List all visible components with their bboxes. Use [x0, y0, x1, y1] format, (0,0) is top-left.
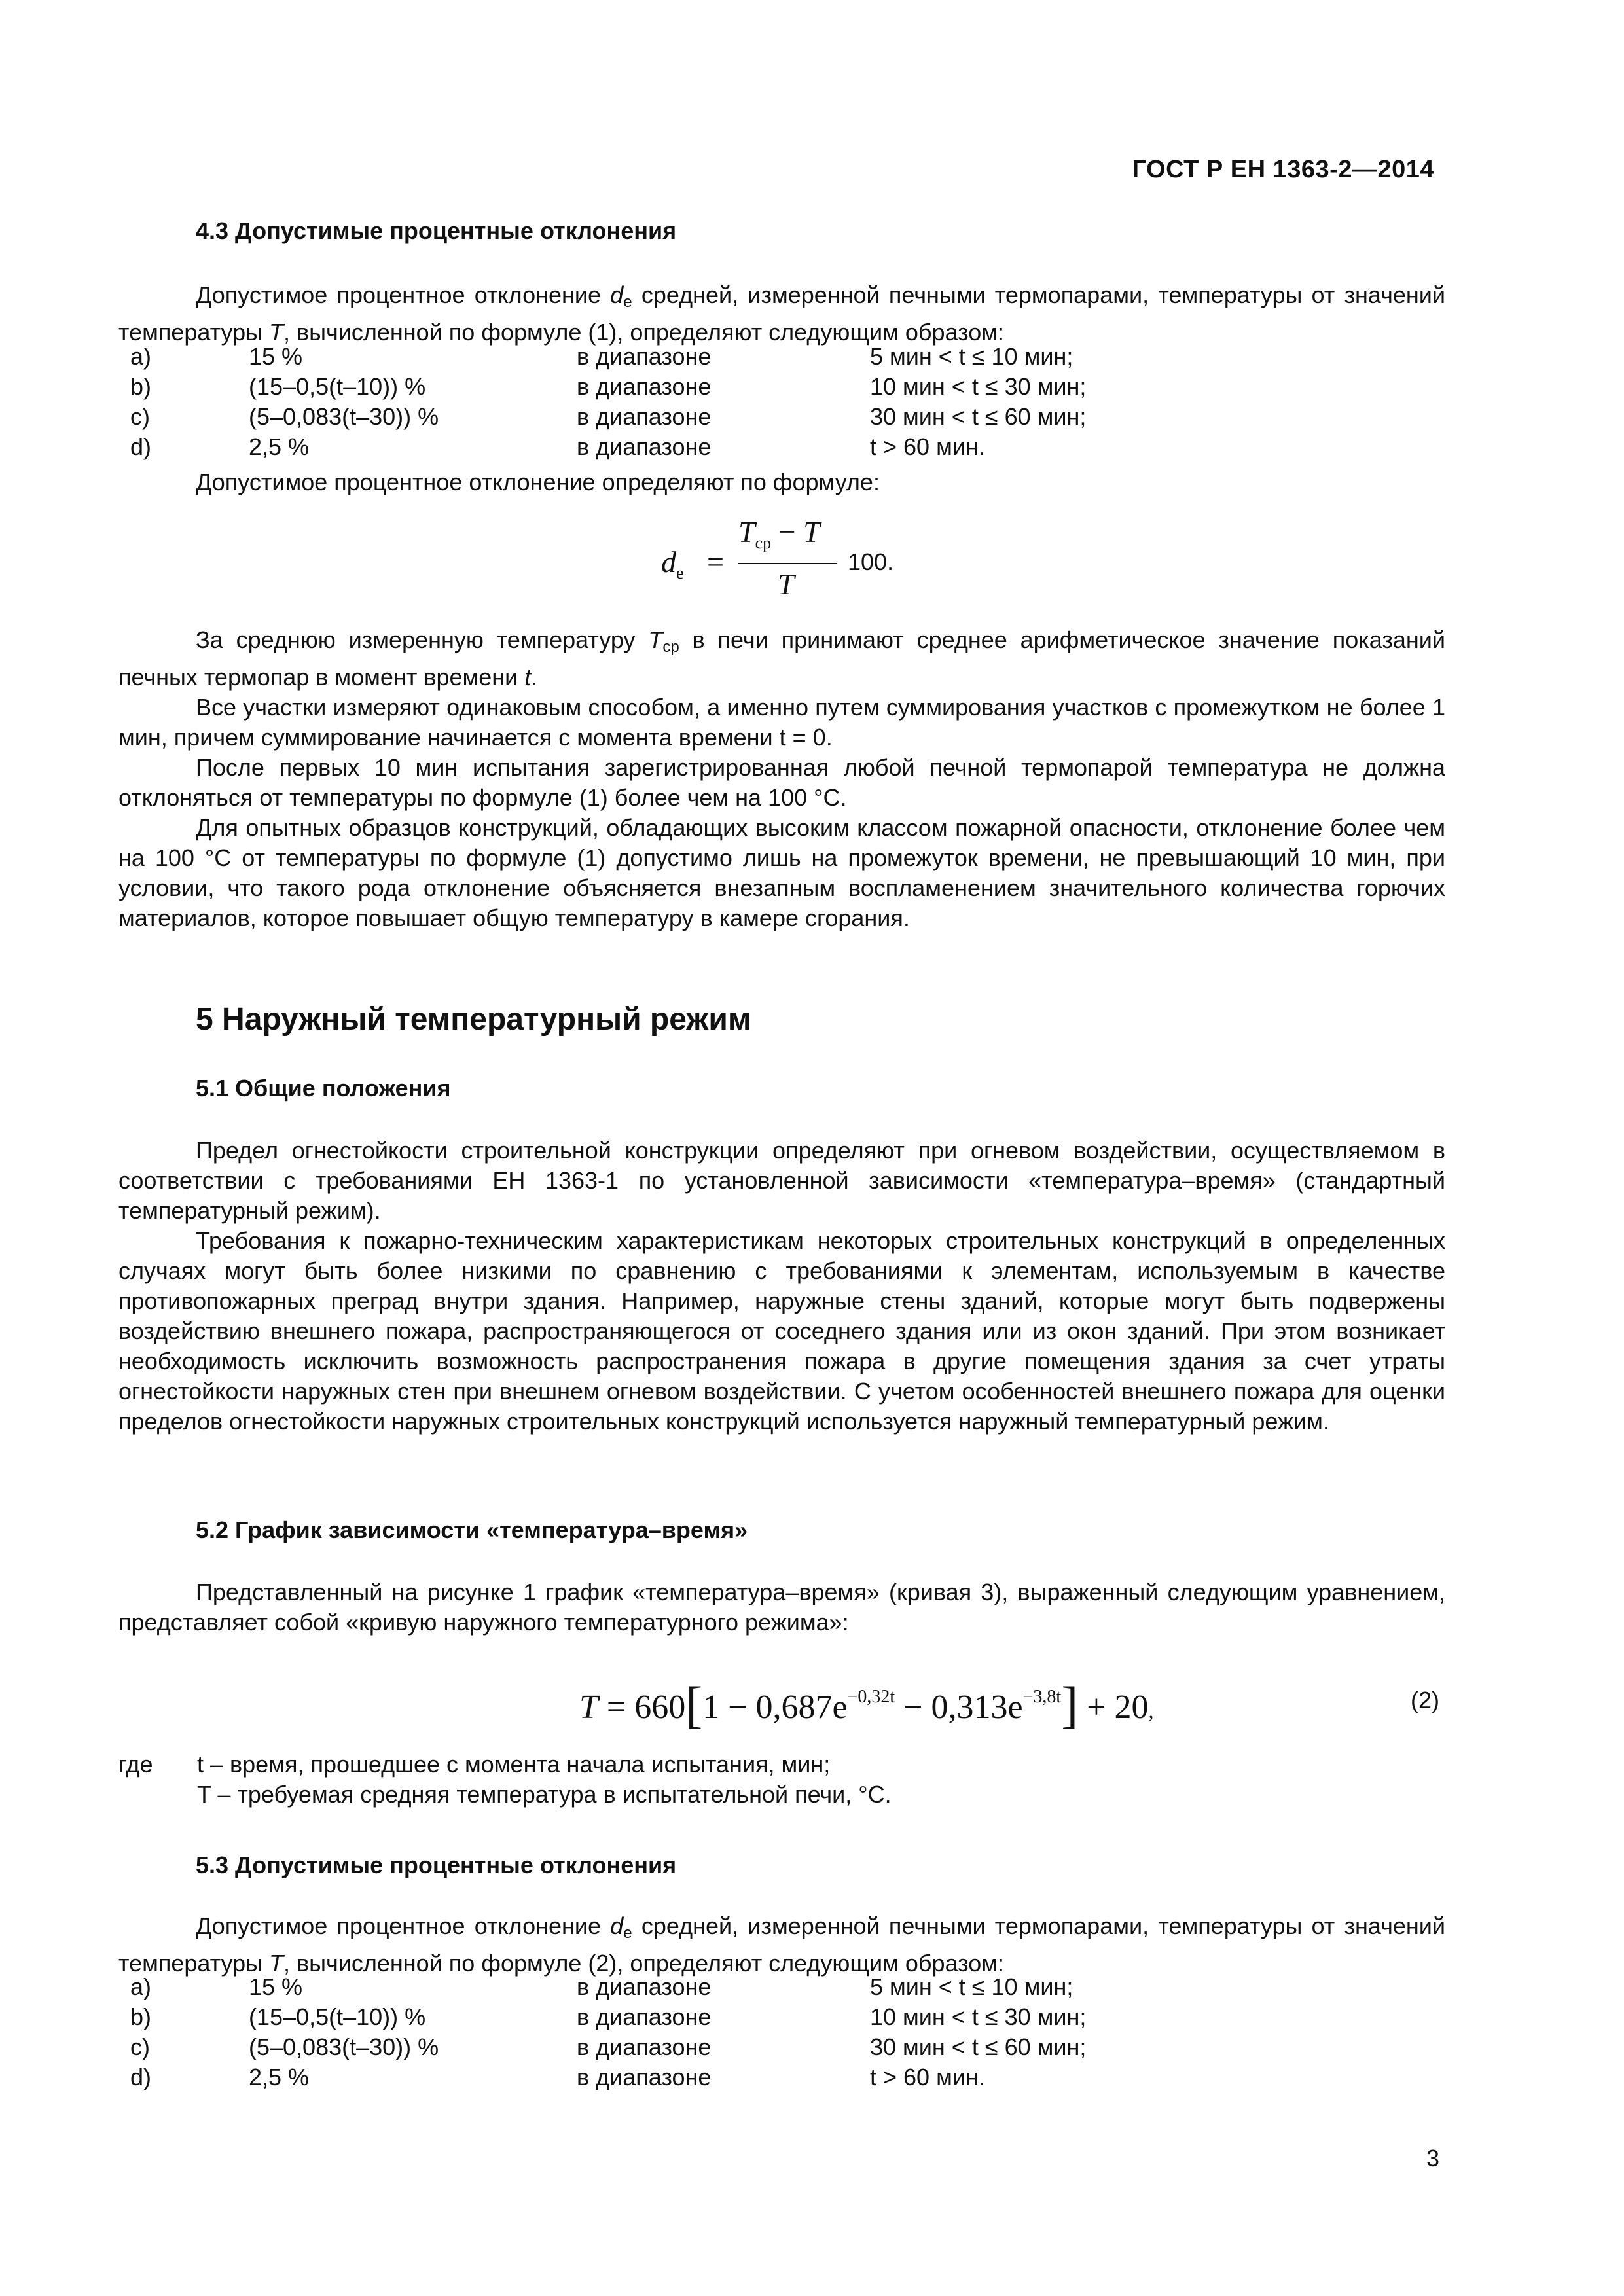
list-item: d) 2,5 % в диапазоне t > 60 мин. — [130, 433, 985, 460]
where-t: t – время, прошедшее с момента начала испытания, мин; — [197, 1751, 831, 1778]
where-T: T – требуемая средняя температура в испытательной печи, °С. — [197, 1781, 892, 1808]
paragraph: Допустимое процентное отклонение $d_e$ средней, измеренной печными термопарами, температуры от значений температуры T, вычисленной по формуле (1), определяют следующим образом: — [118, 281, 1445, 346]
list-item: a) 15 % в диапазоне 5 мин < t ≤ 10 мин; — [130, 1973, 1074, 2000]
paragraph: Представленный на рисунке 1 график «температура–время» (кривая 3), выраженный следующим уравнением, представляет собой «кривую наружного температурного режима»: — [118, 1579, 1445, 1636]
section-5-2-title: 5.2 График зависимости «температура–время» — [196, 1516, 748, 1543]
section-4-3-title: 4.3 Допустимые процентные отклонения — [196, 217, 677, 244]
paragraph: Предел огнестойкости строительной конструкции определяют при огневом воздействии, осуществляемом в соответствии с требованиями ЕН 1363-1 по установленной зависимости «температура–время» (стандартный температурный режим). — [118, 1137, 1445, 1224]
formula-deviation: $d_e$ = $T_{ср} - T$ T 100. — [661, 515, 894, 601]
paragraph: Допустимое процентное отклонение $d_e$ средней, измеренной печными термопарами, температуры от значений температуры T, вычисленной по формуле (2), определяют следующим образом: — [118, 1912, 1445, 1977]
paragraph: Для опытных образцов конструкций, обладающих высоким классом пожарной опасности, отклонение более чем на 100 °С от температуры по формуле (1) допустимо лишь на промежуток времени, не превышающий 10 мин, при условии, что такого рода отклонение объясняется внезапным воспламенением значительного количества горючих материалов, которое повышает общую температуру в камере сгорания. — [118, 814, 1445, 931]
deviation-list-2 — [118, 1972, 1445, 2092]
equation-number: (2) — [1411, 1687, 1439, 1713]
page-number: 3 — [1426, 2145, 1439, 2172]
document-code: ГОСТ Р ЕН 1363-2—2014 — [1132, 156, 1434, 183]
list-item: b) (15–0,5(t–10)) % в диапазоне 10 мин < t ≤ 30 мин; — [130, 2003, 1087, 2030]
section-5-2-body — [118, 1577, 1445, 1638]
section-5-title: 5 Наружный температурный режим — [196, 1002, 751, 1037]
paragraph: Все участки измеряют одинаковым способом, а именно путем суммирования участков с промежутком не более 1 мин, причем суммирование начинается с момента времени t = 0. — [118, 694, 1445, 751]
list-item: a) 15 % в диапазоне 5 мин < t ≤ 10 мин; — [130, 343, 1074, 370]
list-item: c) (5–0,083(t–30)) % в диапазоне 30 мин < t ≤ 60 мин; — [130, 2034, 1087, 2060]
paragraph: За среднюю измеренную температуру $T_{ср}$ в печи принимают среднее арифметическое значение показаний печных термопар в момент времени t. — [118, 626, 1445, 691]
list-item: b) (15–0,5(t–10)) % в диапазоне 10 мин < t ≤ 30 мин; — [130, 373, 1087, 400]
section-4-3-body — [118, 625, 1445, 933]
formula-intro: Допустимое процентное отклонение определяют по формуле: — [196, 469, 880, 495]
section-5-3-intro — [118, 1911, 1445, 1979]
section-5-3-title: 5.3 Допустимые процентные отклонения — [196, 1852, 677, 1878]
paragraph: Требования к пожарно-техническим характеристикам некоторых строительных конструкций в определенных случаях могут быть более низкими по сравнению с требованиями к элементам, используемым в качестве противопожарных преград внутри здания. Например, наружные стены зданий, которые могут быть подвержены воздействию внешнего пожара, распространяющегося от соседнего здания или из окон зданий. При этом возникает необходимость исключить возможность распространения пожара в другие помещения здания за счет утраты огнестойкости наружных стен при внешнем огневом воздействии. С учетом особенностей внешнего пожара для оценки пределов огнестойкости наружных строительных конструкций используется наружный температурный режим. — [118, 1227, 1445, 1435]
section-4-3-intro — [118, 280, 1445, 348]
where-label: где — [118, 1751, 153, 1778]
deviation-list-1 — [118, 342, 1445, 462]
section-5-1-body — [118, 1136, 1445, 1437]
equation-2: $T = 660[1 - 0,687e^{-0,32t} - 0,313e^{-3,8t}] + 20$, — [579, 1676, 1154, 1733]
list-item: d) 2,5 % в диапазоне t > 60 мин. — [130, 2064, 985, 2090]
paragraph: После первых 10 мин испытания зарегистрированная любой печной термопарой температура не должна отклоняться от температуры по формуле (1) более чем на 100 °С. — [118, 754, 1445, 811]
section-5-1-title: 5.1 Общие положения — [196, 1075, 451, 1102]
list-item: c) (5–0,083(t–30)) % в диапазоне 30 мин < t ≤ 60 мин; — [130, 403, 1087, 430]
